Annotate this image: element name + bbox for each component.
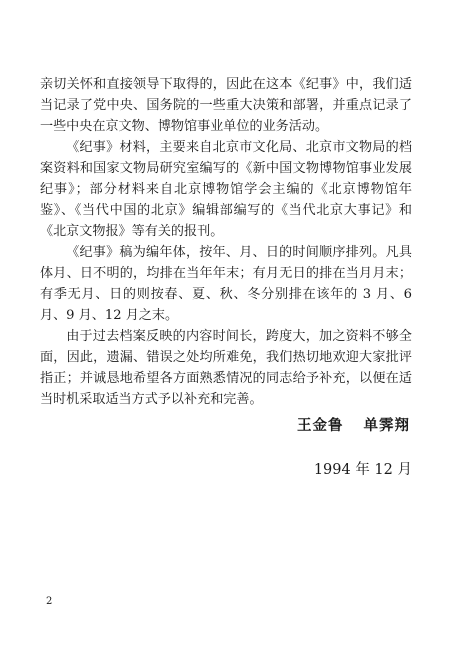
author-name: 单霁翔: [363, 417, 410, 434]
paragraph-continuation: 亲切关怀和直接领导下取得的，因此在这本《纪事》中，我们适当记录了党中央、国务院的一些重大决策和部署，并重点记录了一些中央在京文物、博物馆事业单位的业务活动。: [40, 77, 412, 134]
signature: [297, 414, 410, 435]
paragraph-closing: 由于过去档案反映的内容时间长，跨度大，加之资料不够全面，因此，遗漏、错误之处均所难免，我们热切地欢迎大家批评指正；并诚恳地希望各方面熟悉情况的同志给予补充，以便在适当时机采取适当方式予以补充和完善。: [40, 329, 412, 407]
paragraph-chronology: 《纪事》稿为编年体，按年、月、日的时间顺序排列。凡具体月、日不明的，均排在当年年末；有月无日的排在当月月末；有季无月、日的则按春、夏、秋、冬分别排在该年的 3 月、6 月、9 月、12 月之末。: [40, 245, 412, 323]
page-number: 2: [46, 596, 53, 607]
body-text: [40, 74, 412, 410]
date: 1994 年 12 月: [313, 462, 412, 478]
paragraph-sources: 《纪事》材料，主要来自北京市文化局、北京市文物局的档案资料和国家文物局研究室编写的《新中国文物博物馆事业发展纪事》；部分材料来自北京博物馆学会主编的《北京博物馆年鉴》、《当代中国的北京》编辑部编写的《当代北京大事记》和《北京文物报》等有关的报刊。: [40, 140, 412, 239]
author-name: 王金鲁: [297, 417, 344, 434]
